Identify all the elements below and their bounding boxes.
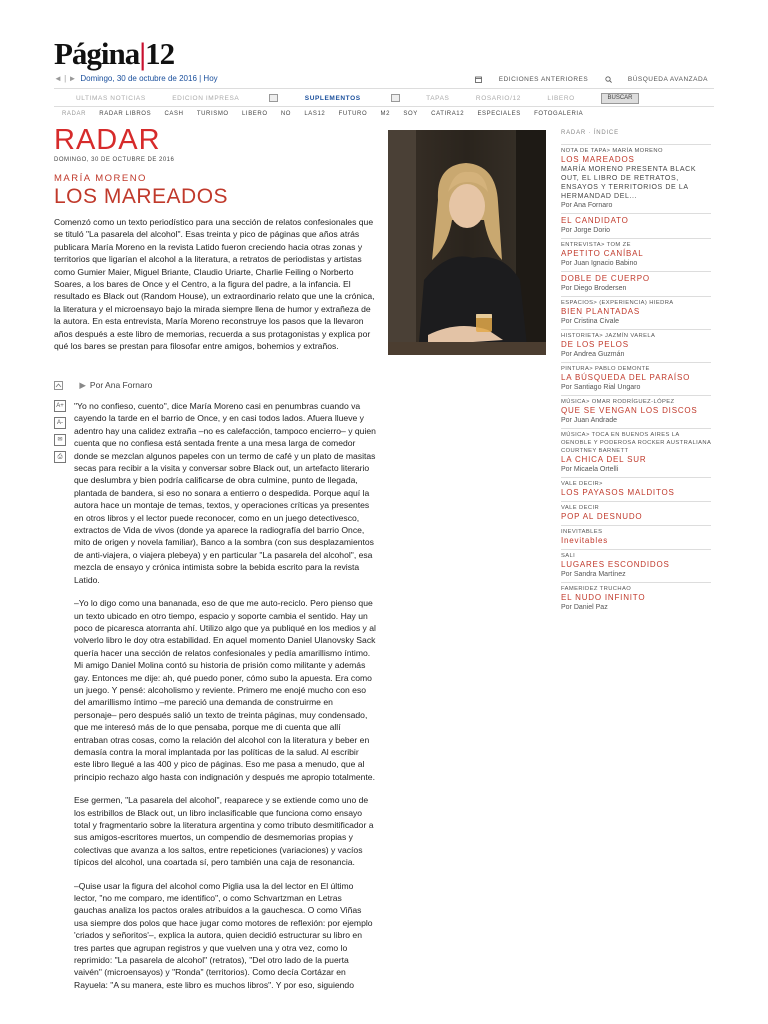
sidebar-item-summary: MARÍA MORENO PRESENTA BLACK OUT, EL LIBRO DE RETRATOS, ENSAYOS Y TERRITORIOS DE LA HERMANDAD DEL...: [561, 166, 697, 200]
article-lead: Comenzó como un texto periodístico para una sección de relatos confesionales que se tituló "La pasarela del alcohol". Esas treinta y pico de páginas que años atrás publicara María Moreno en la revista Latido fueron creciendo hacia otras zonas y territorios que ligarían el alcohol a la literatura, a retratos de periodistas y artistas como Gumier Maier, Miguel Briante, Claudio Uriarte, Charlie Feiling o Norberto Soares, a los bares de Once y el Centro, a la figura del padre, a la infancia. El resultado es Black out (Random House), un extraordinario relato que une la crónica, la literatura y el microensayo bajo la mirada siempre llena de humor y extrañeza de la autora. En esta entrevista, María Moreno reconstruye los pasos que la llevaron años después a este libro de memorias, recuerda a sus protagonistas y explica por qué los bares se prestan para filosofar entre amigos, bohemios y extraños.: [54, 217, 375, 352]
sidebar-item-title[interactable]: LOS PAYASOS MALDITOS: [561, 488, 675, 497]
sidebar-item[interactable]: [561, 395, 711, 425]
sidebar-item-title[interactable]: LA BÚSQUEDA DEL PARAÍSO: [561, 373, 691, 382]
subnav-libero[interactable]: LIBERO: [241, 111, 268, 117]
sidebar-item-author: Por Ana Fornaro: [561, 202, 613, 209]
article-title: LOS MAREADOS: [54, 185, 229, 208]
sidebar-heading: RADAR · ÍNDICE: [561, 130, 619, 136]
subnav-catira12[interactable]: CATIRA12: [431, 111, 465, 117]
sidebar-item-author: Por Juan Ignacio Babino: [561, 260, 638, 267]
editions-link[interactable]: [475, 76, 590, 83]
sidebar-item-kicker: VALE DECIR: [561, 505, 600, 511]
sidebar-item[interactable]: [561, 582, 711, 612]
radar-logo[interactable]: [54, 126, 161, 155]
nav-suplementos-label: SUPLEMENTOS: [304, 94, 361, 102]
dropdown-icon[interactable]: [391, 94, 400, 102]
share-icon[interactable]: [54, 381, 63, 390]
caret-icon: ▶: [79, 380, 86, 390]
subnav-cash[interactable]: CASH: [164, 111, 184, 117]
print-icon[interactable]: ⎙: [54, 451, 66, 463]
subnav-radar-libros[interactable]: RADAR LIBROS: [99, 111, 152, 117]
sidebar-list: [561, 144, 711, 612]
subnav-futuro[interactable]: FUTURO: [338, 111, 368, 117]
nav-edicion-impresa[interactable]: [172, 94, 278, 102]
radar-date: DOMINGO, 30 DE OCTUBRE DE 2016: [54, 157, 175, 163]
date-line: [54, 74, 218, 83]
sidebar-item-author: Por Sandra Martínez: [561, 571, 626, 578]
subnav-especiales[interactable]: ESPECIALES: [477, 111, 521, 117]
subnav-soy[interactable]: SOY: [403, 111, 418, 117]
sidebar-item-author: Por Diego Brodersen: [561, 285, 627, 292]
supplements-nav: [62, 111, 594, 117]
sidebar-item[interactable]: [561, 329, 711, 359]
body-paragraph: Ese germen, "La pasarela del alcohol", reaparece y se extiende como uno de los estribillos de Black out, un libro inclasificable que funciona como ensayo total y fragmentario sobre la literatura argentina y como tributo desmitificador a sus amigos-escritores muertos, un compendio de desmemorias propias y colectivas que avanza a los saltos, entre repeticiones (variaciones) y vacíos típicos del alcohol, una coartada sí, pero también una caja de resonancia.: [74, 795, 374, 868]
sidebar-item-kicker: NOTA DE TAPA> MARÍA MORENO: [561, 148, 663, 154]
sidebar-item-kicker: MÚSICA> OMAR RODRÍGUEZ-LÓPEZ: [561, 399, 675, 405]
sidebar-item-kicker: ENTREVISTA> TOM ZE: [561, 242, 631, 248]
calendar-icon: [475, 76, 482, 83]
sidebar-index: [561, 130, 711, 615]
sidebar-item-kicker: MÚSICA> TOCA EN BUENOS AIRES LA OENOBLE Y PODEROSA ROCKER AUSTRALIANA COURTNEY BARNETT: [561, 432, 711, 454]
date-nav-arrows[interactable]: ◄ | ►: [54, 74, 77, 83]
portrait-image: [388, 130, 546, 355]
byline-text: Por Ana Fornaro: [89, 380, 153, 390]
article-photo: [388, 130, 546, 355]
sidebar-item-author: Por Daniel Paz: [561, 604, 608, 611]
sidebar-item-title[interactable]: POP AL DESNUDO: [561, 512, 643, 521]
search-button[interactable]: BUSCAR: [601, 93, 639, 104]
sidebar-item-title[interactable]: QUE SE VENGAN LOS DISCOS: [561, 406, 698, 415]
subnav-fotogaleria[interactable]: FOTOGALERIA: [534, 111, 584, 117]
sidebar-item-author: Por Santiago Rial Ungaro: [561, 384, 641, 391]
sidebar-item-title[interactable]: EL NUDO INFINITO: [561, 593, 646, 602]
font-increase-button[interactable]: A+: [54, 400, 66, 412]
sidebar-item[interactable]: [561, 238, 711, 268]
logo-bar: |: [139, 36, 146, 71]
logo-text: Página: [54, 36, 140, 71]
subnav-no[interactable]: NO: [280, 111, 292, 117]
sidebar-item-title[interactable]: EL CANDIDATO: [561, 216, 629, 225]
sidebar-item[interactable]: [561, 477, 711, 498]
sidebar-item[interactable]: [561, 549, 711, 579]
sidebar-item-title[interactable]: BIEN PLANTADAS: [561, 307, 641, 316]
sidebar-item[interactable]: [561, 362, 711, 392]
sidebar-item-title[interactable]: LOS MAREADOS: [561, 155, 635, 164]
subnav-m2[interactable]: M2: [380, 111, 391, 117]
sidebar-item-title[interactable]: LA CHICA DEL SUR: [561, 455, 647, 464]
nav-ultimas-noticias[interactable]: ULTIMAS NOTICIAS: [76, 94, 146, 102]
article-author: MARÍA MORENO: [54, 173, 147, 184]
header-divider: [54, 88, 714, 89]
body-paragraph: "Yo no confieso, cuento", dice María Moreno casi en penumbras cuando va cayendo la tarde en el barrio de Once, y en casi todos lados. Afuera llueve y adentro hay una calidez extraña –no es calefacción, tampoco encierro– y quien cuenta que no confiesa está sentada frente a una mesa larga de comedor donde se mezclan algunos papeles con un termo de café y un plato de masitas secas para recibir a la visita y conversar sobre Black out, un artefacto literario que deslumbra y bien podría calificarse de obra culmine, punto de llegada, plantada de bandera, si eso no sonara a entierro o despedida. Porque aquí la autora hace un montaje de temas, textos, y operaciones críticas ya presentes en otros libros y el lector puede reconocer, como en un juego detectivesco, extractos de Vida de vivos (donde ya aparece la radiografía del barrio Once, mito de origen y novela familiar), Banco a la sombra (con sus desplazamientos de anti-viajera, o viajera plebeya) y en particular "La pasarela del alcohol", esa mezcla de ensayo y crónica intimista sobre la bebida escrito para la revista Latido.: [74, 401, 376, 585]
body-paragraph: –Yo lo digo como una bananada, eso de que me auto-reciclo. Pero pienso que un texto ubicado en otro tiempo, espacio y soporte cambia el sentido. Hay un poco de picaresca atorranta ahí. Utilizo algo que ya publiqué en los medios y al volverlo libro le doy otra estabilidad. En aquel momento Daniel Ulanovsky Sack quería hacer una sección de relatos confesionales y pedía amarillismo íntimo. Mi amigo Daniel Molina contó su historia de prisión como militante y además gay. Entonces me dije: ah, qué puedo poner, cómo subo la apuesta. Era como un juego. Y pensé: alcoholismo y reviente. Primero me enojé mucho con eso del amarillismo íntimo –me pareció una demanda de construirme en personaje– pero después salió un texto de treinta páginas, muy condensado, que me interesó más de lo que pensaba, porque me di cuenta que allí entraban otras cosas, como la relación del alcohol con la literatura y beber en demasía contra la moral implantada por las políticas de la salud. Al escribir este libro llegué a las 400 y pico de páginas. Eso me pasa a menudo, que al principio rechazo algo hasta con indignación y después me apropio totalmente.: [74, 598, 376, 782]
advanced-search-label: BÚSQUEDA AVANZADA: [627, 76, 708, 84]
font-decrease-button[interactable]: A-: [54, 417, 66, 429]
text-tools: [54, 400, 66, 468]
sidebar-item-author: Por Juan Andrade: [561, 417, 618, 424]
logo-number: 12: [145, 36, 175, 71]
sidebar-item-kicker: VALE DECIR>: [561, 481, 603, 487]
sidebar-item-author: Por Micaela Ortelli: [561, 466, 619, 473]
nav-divider: [54, 106, 714, 107]
nav-edicion-impresa-label: EDICION IMPRESA: [172, 94, 240, 102]
sidebar-item[interactable]: [561, 525, 711, 546]
sidebar-item-author: Por Andrea Guzmán: [561, 351, 625, 358]
editions-link-label: EDICIONES ANTERIORES: [498, 76, 589, 84]
sidebar-item[interactable]: [561, 296, 711, 326]
article-body: [74, 400, 376, 1002]
sidebar-item-kicker: INEVITABLES: [561, 529, 603, 535]
sidebar-item-kicker: FAMERIDEZ TRUCHAO: [561, 586, 632, 592]
sidebar-item-kicker: HISTORIETA> JAZMÍN VARELA: [561, 333, 656, 339]
nav-rosario12[interactable]: ROSARIO/12: [475, 94, 521, 102]
sidebar-item-title[interactable]: DOBLE DE CUERPO: [561, 274, 650, 283]
sidebar-item-title[interactable]: Inevitables: [561, 536, 609, 545]
sidebar-item-author: Por Jorge Dorio: [561, 227, 611, 234]
site-logo[interactable]: [54, 38, 174, 69]
sidebar-item-title[interactable]: LUGARES ESCONDIDOS: [561, 560, 670, 569]
dropdown-icon[interactable]: [269, 94, 278, 102]
current-date[interactable]: Domingo, 30 de octubre de 2016 | Hoy: [80, 74, 218, 83]
nav-libero[interactable]: LIBERO: [547, 94, 575, 102]
advanced-search-link[interactable]: [605, 76, 708, 83]
nav-suplementos[interactable]: [305, 94, 400, 102]
sidebar-item[interactable]: [561, 271, 711, 293]
subnav-radar[interactable]: RADAR: [62, 111, 87, 117]
sidebar-item[interactable]: [561, 428, 711, 474]
article-byline: [54, 380, 152, 391]
subnav-las12[interactable]: LAS12: [304, 111, 326, 117]
sidebar-item-author: Por Cristina Civale: [561, 318, 619, 325]
main-nav: [76, 94, 599, 102]
body-paragraph: –Quise usar la figura del alcohol como Piglia usa la del lector en El último lector, "no me comparo, me identifico", o como Schvartzman en Letras gauchas analiza los pactos orales atribuidos a la gauchesca. O como Viñas usa siempre dos polos que hace jugar como motores de reflexión: por ejemplo 'criados y señoritos'–, explica la autora, quien decidió estructurar su libro en tres partes que agrupan registros y que vuelven una y otra vez, como lo reprimido: "La pasarela de alcohol" (retratos), "Del otro lado de la puerta vaivén" (microensayos) y "Ronda" (territorios). Como decía Cortázar en Rayuela: "A su manera, este libro es muchos libros". Y por eso, siguiendo: [74, 880, 373, 990]
sidebar-item-kicker: SALI: [561, 553, 576, 559]
sidebar-item[interactable]: [561, 144, 711, 210]
subnav-turismo[interactable]: TURISMO: [196, 111, 229, 117]
sidebar-item[interactable]: [561, 501, 711, 522]
nav-tapas[interactable]: TAPAS: [426, 94, 450, 102]
sidebar-item-title[interactable]: APETITO CANÍBAL: [561, 249, 644, 258]
radar-logo-text: RADAR: [54, 124, 161, 156]
top-links: [461, 76, 708, 83]
sidebar-item-kicker: ESPACIOS> (EXPERIENCIA) HIEDRA: [561, 300, 674, 306]
sidebar-item-kicker: PINTURA> PABLO DEMONTE: [561, 366, 650, 372]
email-icon[interactable]: ✉: [54, 434, 66, 446]
sidebar-item-title[interactable]: DE LOS PELOS: [561, 340, 629, 349]
search-icon: [605, 76, 612, 83]
sidebar-item[interactable]: [561, 213, 711, 235]
